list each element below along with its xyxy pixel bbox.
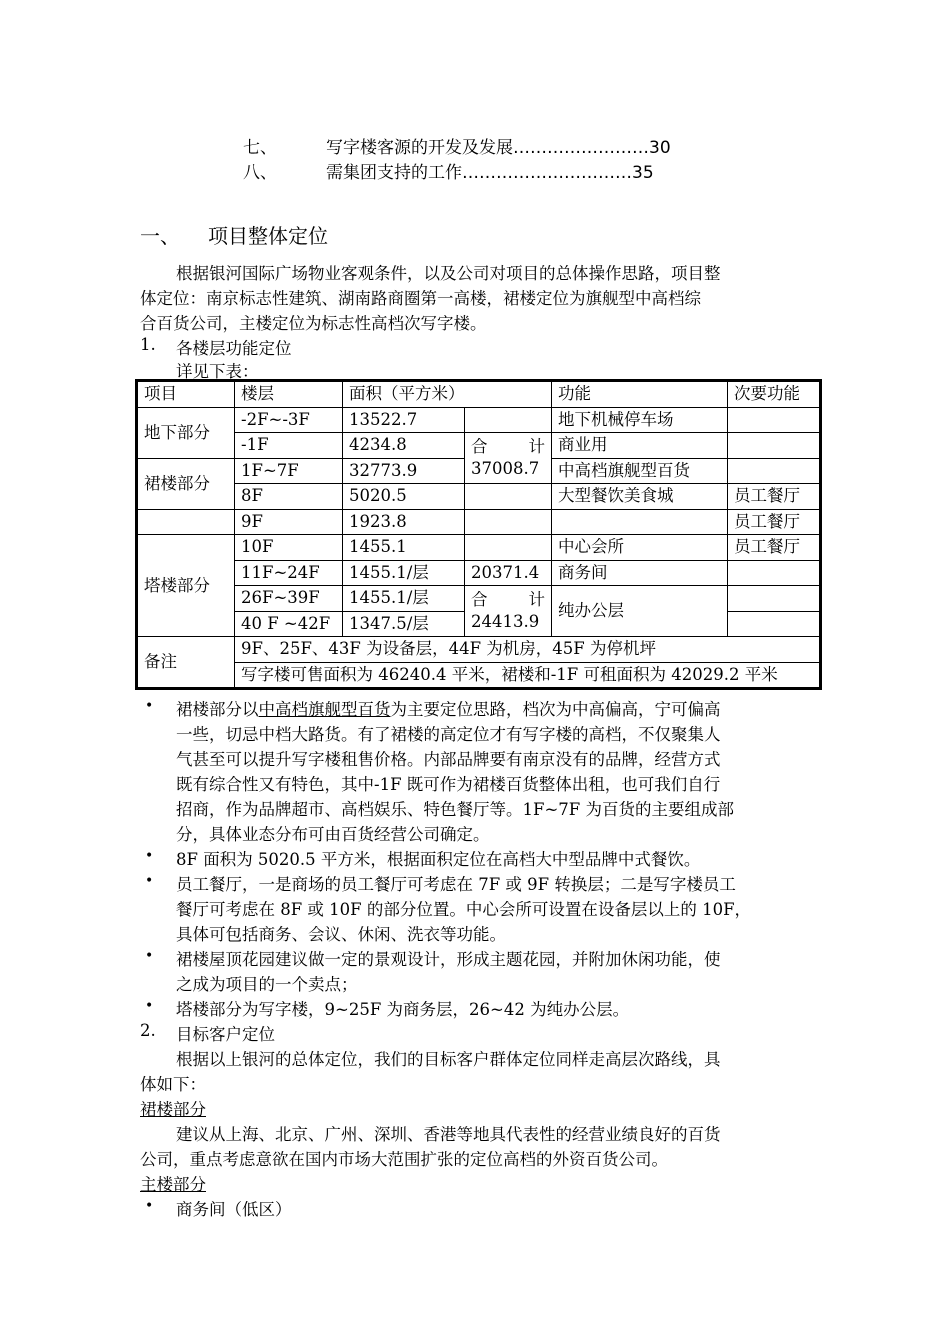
bullet-4-line-1: 裙楼屋顶花园建议做一定的景观设计，形成主题花园，并附加休闲功能，使 bbox=[176, 950, 721, 969]
see-table-note: 详见下表： bbox=[176, 362, 259, 381]
header-secondary: 次要功能 bbox=[728, 382, 820, 408]
bullet-5-line-1: 塔楼部分为写字楼，9~25F 为商务层，26~42 为纯办公层。 bbox=[176, 1000, 630, 1019]
bullet-icon: • bbox=[145, 1198, 154, 1214]
row-floor: -1F bbox=[235, 433, 343, 459]
row-floor: 8F bbox=[235, 484, 343, 510]
toc-entry-7-dots: …………………… bbox=[513, 138, 649, 158]
toc-entry-7-title: 写字楼客源的开发及发展 bbox=[326, 138, 513, 158]
table-header-row bbox=[138, 382, 820, 408]
bullet-2-line-1: 8F 面积为 5020.5 平方米，根据面积定位在高档大中型品牌中式餐饮。 bbox=[176, 850, 701, 869]
subsection-1-number: 1. bbox=[140, 335, 156, 354]
sum-cell-empty bbox=[465, 484, 552, 510]
table-row bbox=[138, 662, 820, 688]
row-secondary bbox=[728, 560, 820, 586]
toc-entry-7-number: 七、 bbox=[243, 138, 277, 158]
row-area: 1455.1 bbox=[343, 535, 465, 561]
floor-function-table bbox=[137, 381, 820, 688]
row-secondary bbox=[728, 458, 820, 484]
table-row bbox=[138, 407, 820, 433]
table-row bbox=[138, 535, 820, 561]
section-number: 一、 bbox=[140, 224, 180, 248]
subsection-1-title: 各楼层功能定位 bbox=[176, 339, 292, 358]
group-underground: 地下部分 bbox=[138, 407, 235, 458]
bullet-1-underlined: 中高档旗舰型百货 bbox=[258, 700, 391, 719]
row-area: 1455.1/层 bbox=[343, 560, 465, 586]
sum-cell-empty bbox=[465, 407, 552, 433]
toc-entry-8-page: 35 bbox=[632, 163, 654, 183]
row-function: 商务间 bbox=[552, 560, 728, 586]
row-floor: 11F~24F bbox=[235, 560, 343, 586]
table-row bbox=[138, 484, 820, 510]
bullet-1-prefix: 裙楼部分以 bbox=[176, 700, 259, 719]
row-function: 大型餐饮美食城 bbox=[552, 484, 728, 510]
toc-entry-7-page: 30 bbox=[649, 138, 671, 158]
bullet-1-line-5: 招商，作为品牌超市、高档娱乐、特色餐厅等。1F~7F 为百货的主要组成部 bbox=[176, 800, 734, 819]
group-remarks: 备注 bbox=[138, 637, 235, 688]
row-function: 地下机械停车场 bbox=[552, 407, 728, 433]
row-area: 32773.9 bbox=[343, 458, 465, 484]
intro-line-3: 合百货公司，主楼定位为标志性高档次写字楼。 bbox=[140, 314, 487, 333]
bullet-1-line-1 bbox=[176, 696, 856, 720]
row-secondary: 员工餐厅 bbox=[728, 484, 820, 510]
row-floor: 26F~39F bbox=[235, 586, 343, 612]
header-function: 功能 bbox=[552, 382, 728, 408]
row-area: 1347.5/层 bbox=[343, 611, 465, 637]
bullet-1-text: 为主要定位思路，档次为中高偏高，宁可偏高 bbox=[390, 700, 721, 719]
toc-entry-8-title: 需集团支持的工作 bbox=[326, 163, 462, 183]
bullet-4-line-2: 之成为项目的一个卖点； bbox=[176, 975, 358, 994]
bullet-1-line-6: 分，具体业态分布可由百货经营公司确定。 bbox=[176, 825, 490, 844]
podium-line-1: 建议从上海、北京、广州、深圳、香港等地具代表性的经营业绩良好的百货 bbox=[176, 1125, 721, 1144]
podium-line-2: 公司，重点考虑意欲在国内市场大范围扩张的定位高档的外资百货公司。 bbox=[140, 1150, 668, 1169]
header-item: 项目 bbox=[138, 382, 235, 408]
sum-cell-empty bbox=[465, 509, 552, 535]
row-secondary bbox=[728, 407, 820, 433]
header-area: 面积（平方米） bbox=[343, 382, 552, 408]
bullet-icon: • bbox=[145, 873, 154, 889]
row-function: 中心会所 bbox=[552, 535, 728, 561]
row-floor: 9F bbox=[235, 509, 343, 535]
table-row bbox=[138, 433, 820, 459]
row-area: 1455.1/层 bbox=[343, 586, 465, 612]
row-function bbox=[552, 509, 728, 535]
subsection-2-number: 2. bbox=[140, 1021, 156, 1040]
table-row bbox=[138, 509, 820, 535]
section-title: 项目整体定位 bbox=[208, 224, 328, 248]
sum-label-b: 计 bbox=[528, 437, 545, 456]
toc-entry-7[interactable] bbox=[326, 133, 671, 158]
row-secondary: 员工餐厅 bbox=[728, 509, 820, 535]
group-podium: 裙楼部分 bbox=[138, 458, 235, 509]
row-function: 中高档旗舰型百货 bbox=[552, 458, 728, 484]
row-area: 13522.7 bbox=[343, 407, 465, 433]
row-area: 4234.8 bbox=[343, 433, 465, 459]
sum-label-b: 计 bbox=[528, 590, 545, 609]
row-floor: 40 F ~42F bbox=[235, 611, 343, 637]
row-function: 商业用 bbox=[552, 433, 728, 459]
toc-entry-8[interactable] bbox=[326, 158, 654, 183]
toc-entry-8-dots: ………………………… bbox=[462, 163, 632, 183]
subsection-2-title: 目标客户定位 bbox=[176, 1025, 275, 1044]
remark-line-2: 写字楼可售面积为 46240.4 平米，裙楼和-1F 可租面积为 42029.2 平米 bbox=[235, 662, 820, 688]
group-tower: 塔楼部分 bbox=[138, 535, 235, 637]
sum-cell-empty bbox=[465, 535, 552, 561]
group-empty bbox=[138, 509, 235, 535]
sub2-line-2: 体如下： bbox=[140, 1075, 206, 1094]
bullet-icon: • bbox=[145, 848, 154, 864]
sub2-line-1: 根据以上银河的总体定位，我们的目标客户群体定位同样走高层次路线，具 bbox=[176, 1050, 721, 1069]
toc-entry-8-number: 八、 bbox=[243, 163, 277, 183]
podium-heading: 裙楼部分 bbox=[140, 1100, 206, 1119]
sum-cell-office bbox=[465, 586, 552, 637]
row-floor: 1F~7F bbox=[235, 458, 343, 484]
bullet-icon: • bbox=[145, 698, 154, 714]
bullet-1-line-3: 气甚至可以提升写字楼租售价格。内部品牌要有南京没有的品牌，经营方式 bbox=[176, 750, 721, 769]
bullet-3-line-1: 员工餐厅，一是商场的员工餐厅可考虑在 7F 或 9F 转换层；二是写字楼员工 bbox=[176, 875, 736, 894]
row-secondary bbox=[728, 433, 820, 459]
row-secondary bbox=[728, 611, 820, 637]
intro-line-2: 体定位：南京标志性建筑、湖南路商圈第一高楼，裙楼定位为旗舰型中高档综 bbox=[140, 289, 701, 308]
header-floor: 楼层 bbox=[235, 382, 343, 408]
bullet-3-line-3: 具体可包括商务、会议、休闲、洗衣等功能。 bbox=[176, 925, 506, 944]
sum-value: 24413.9 bbox=[471, 612, 540, 631]
sum-value-business: 20371.4 bbox=[465, 560, 552, 586]
sum-label-a: 合 bbox=[471, 590, 488, 609]
table-row bbox=[138, 637, 820, 663]
table-row bbox=[138, 560, 820, 586]
table-row bbox=[138, 586, 820, 612]
last-bullet: 商务间（低区） bbox=[176, 1200, 292, 1219]
bullet-icon: • bbox=[145, 998, 154, 1014]
remark-line-1: 9F、25F、43F 为设备层，44F 为机房，45F 为停机坪 bbox=[235, 637, 820, 663]
bullet-1-line-2: 一些，切忌中档大路货。有了裙楼的高定位才有写字楼的高档，不仅聚集人 bbox=[176, 725, 721, 744]
sum-label-a: 合 bbox=[471, 437, 488, 456]
bullet-1-line-4: 既有综合性又有特色，其中-1F 既可作为裙楼百货整体出租，也可我们自行 bbox=[176, 775, 721, 794]
sum-cell-podium bbox=[465, 433, 552, 484]
bullet-icon: • bbox=[145, 948, 154, 964]
sum-value: 37008.7 bbox=[471, 459, 540, 478]
row-function: 纯办公层 bbox=[552, 586, 728, 637]
intro-line-1: 根据银河国际广场物业客观条件，以及公司对项目的总体操作思路，项目整 bbox=[176, 264, 721, 283]
row-secondary: 员工餐厅 bbox=[728, 535, 820, 561]
main-building-heading: 主楼部分 bbox=[140, 1175, 206, 1194]
row-floor: -2F~-3F bbox=[235, 407, 343, 433]
bullet-3-line-2: 餐厅可考虑在 8F 或 10F 的部分位置。中心会所可设置在设备层以上的 10F， bbox=[176, 900, 752, 919]
row-area: 5020.5 bbox=[343, 484, 465, 510]
row-secondary bbox=[728, 586, 820, 612]
row-floor: 10F bbox=[235, 535, 343, 561]
row-area: 1923.8 bbox=[343, 509, 465, 535]
